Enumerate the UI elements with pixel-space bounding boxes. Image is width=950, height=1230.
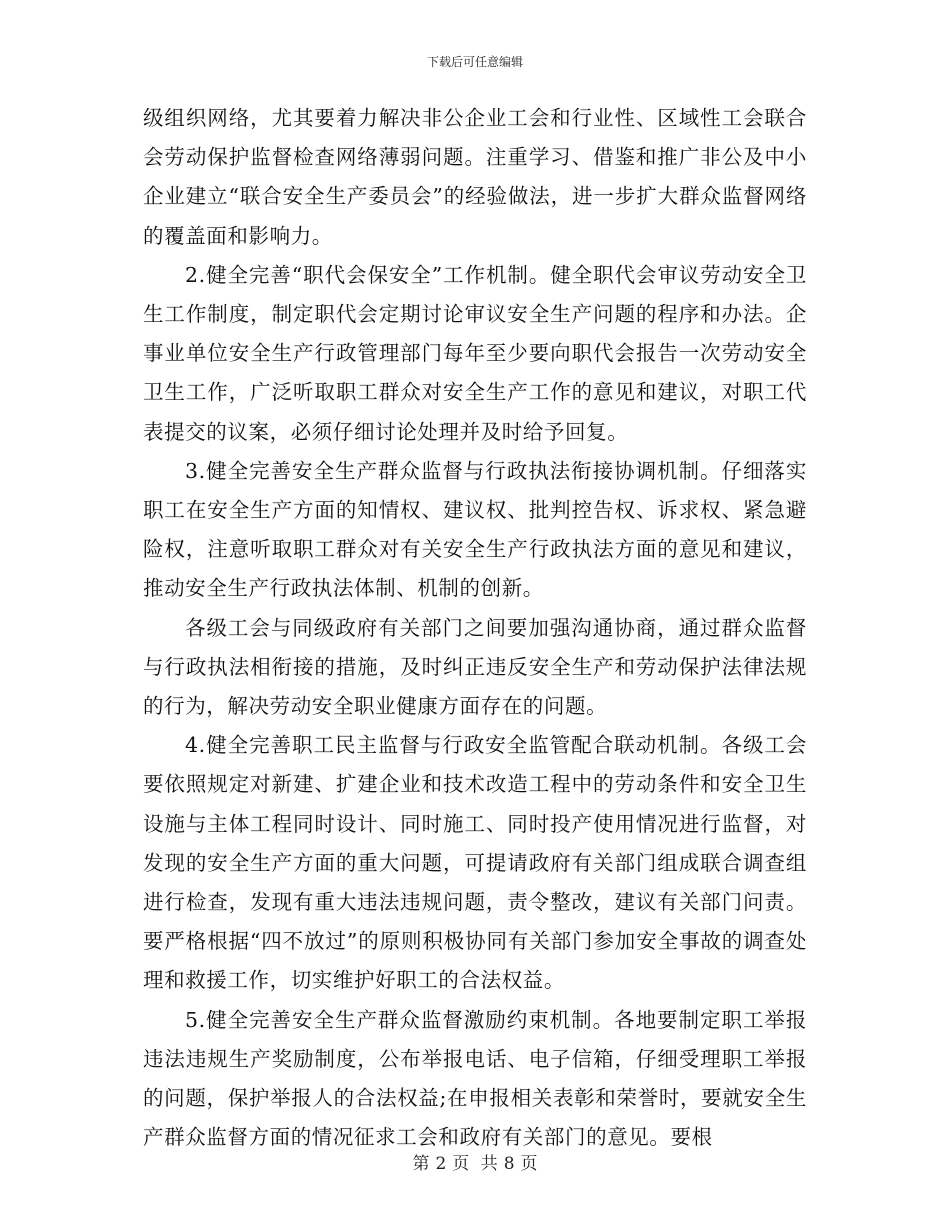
paragraph-item-3-supplement: 各级工会与同级政府有关部门之间要加强沟通协商，通过群众监督与行政执法相衔接的措施，及时纠正违反安全生产和劳动保护法律法规的行为，解决劳动安全职业健康方面存在的问题。 (143, 615, 807, 719)
paragraph-item-2: 2.健全完善“职代会保安全”工作机制。健全职代会审议劳动安全卫生工作制度，制定职代会定期讨论审议安全生产问题的程序和办法。企事业单位安全生产行政管理部门每年至少要向职代会报告一次劳动安全卫生工作，广泛听取职工群众对安全生产工作的意见和建议，对职工代表提交的议案，必须仔细讨论处理并及时给予回复。 (143, 262, 807, 444)
paragraph-continuation: 级组织网络，尤其要着力解决非公企业工会和行业性、区域性工会联合会劳动保护监督检查网络薄弱问题。注重学习、借鉴和推广非公及中小企业建立“联合安全生产委员会”的经验做法，进一步扩大群众监督网络的覆盖面和影响力。 (143, 106, 807, 248)
paragraph-item-3: 3.健全完善安全生产群众监督与行政执法衔接协调机制。仔细落实职工在安全生产方面的知情权、建议权、批判控告权、诉求权、紧急避险权，注意听取职工群众对有关安全生产行政执法方面的意见和建议，推动安全生产行政执法体制、机制的创新。 (143, 458, 807, 601)
page-number-footer (0, 1153, 950, 1175)
footer-middle: 页 共 (452, 1154, 498, 1174)
document-body (143, 99, 807, 1157)
footer-suffix: 页 (520, 1154, 538, 1174)
paragraph-item-5: 5.健全完善安全生产群众监督激励约束机制。各地要制定职工举报违法违规生产奖励制度，公布举报电话、电子信箱，仔细受理职工举报的问题，保护举报人的合法权益;在申报相关表彰和荣誉时，要就安全生产群众监督方面的情况征求工会和政府有关部门的意见。要根 (143, 1007, 807, 1150)
footer-current-page: 2 (435, 1154, 447, 1174)
page-header-note: 下载后可任意编辑 (426, 55, 523, 69)
footer-prefix: 第 (412, 1154, 430, 1174)
footer-total-pages: 8 (503, 1154, 515, 1174)
paragraph-item-4: 4.健全完善职工民主监督与行政安全监管配合联动机制。各级工会要依照规定对新建、扩建企业和技术改造工程中的劳动条件和安全卫生设施与主体工程同时设计、同时施工、同时投产使用情况进行监督，对发现的安全生产方面的重大问题，可提请政府有关部门组成联合调查组进行检查，发现有重大违法违规问题，责令整改，建议有关部门问责。要严格根据“四不放过”的原则积极协同有关部门参加安全事故的调查处理和救援工作，切实维护好职工的合法权益。 (143, 733, 807, 993)
